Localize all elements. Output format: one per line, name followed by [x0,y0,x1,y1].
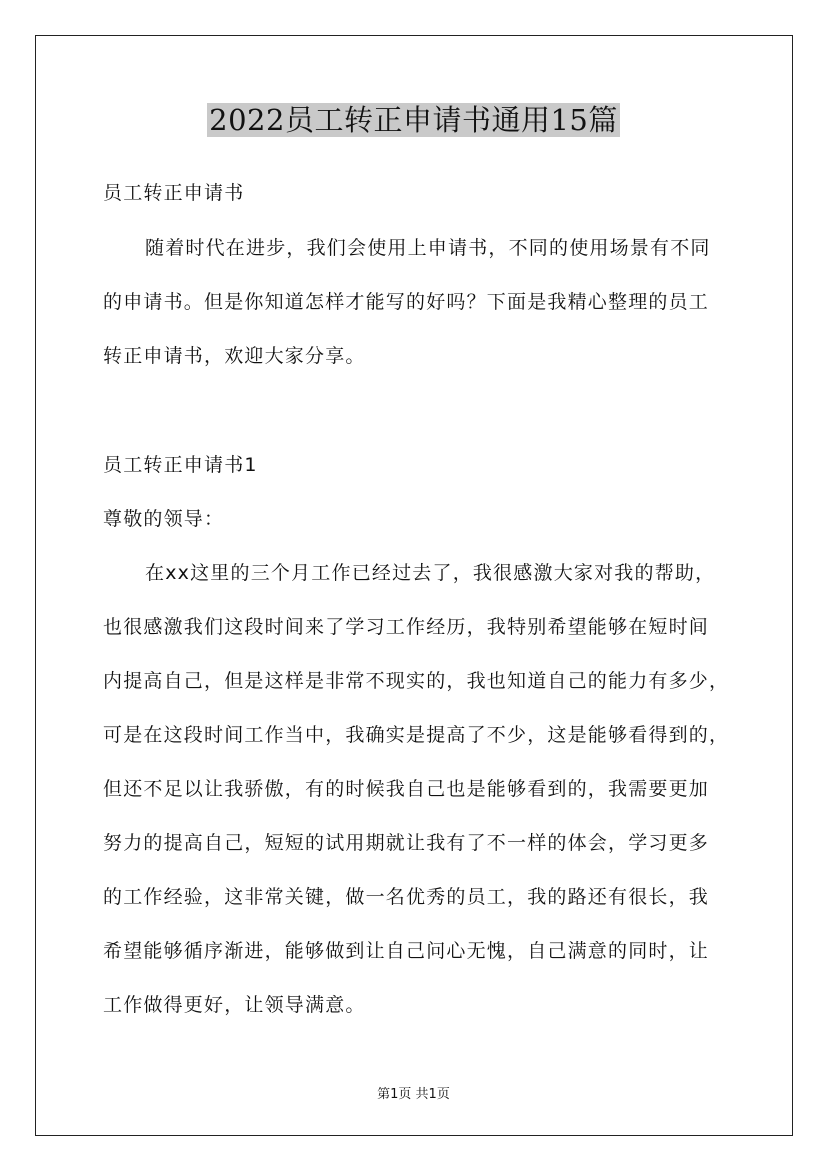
document-title-wrapper [0,98,827,142]
salutation: 尊敬的领导： [103,508,225,530]
body-line-4: 可是在这段时间工作当中，我确实是提高了不少，这是能够看得到的， [103,724,730,746]
body-line-6: 努力的提高自己，短短的试用期就让我有了不一样的体会，学习更多 [103,832,710,854]
page-footer: 第1页 共1页 [377,1087,450,1102]
section-heading: 员工转正申请书 [103,182,245,204]
body-line-5: 但还不足以让我骄傲，有的时候我自己也是能够看到的，我需要更加 [103,778,710,800]
body-line-2: 也很感激我们这段时间来了学习工作经历，我特别希望能够在短时间 [103,616,710,638]
document-title: 2022员工转正申请书通用15篇 [209,103,618,137]
intro-line-2: 的申请书。但是你知道怎样才能写的好吗？下面是我精心整理的员工 [103,291,710,313]
intro-line-1: 随着时代在进步，我们会使用上申请书，不同的使用场景有不同 [145,237,711,259]
body-line-7: 的工作经验，这非常关键，做一名优秀的员工，我的路还有很长，我 [103,886,710,908]
intro-line-3: 转正申请书，欢迎大家分享。 [103,345,366,367]
letter-heading: 员工转正申请书1 [103,454,258,476]
body-line-9: 工作做得更好，让领导满意。 [103,994,366,1016]
body-line-3: 内提高自己，但是这样是非常不现实的，我也知道自己的能力有多少， [103,670,730,692]
body-line-1: 在xx这里的三个月工作已经过去了，我很感激大家对我的帮助， [145,562,716,584]
body-line-8: 希望能够循序渐进，能够做到让自己问心无愧，自己满意的同时，让 [103,940,710,962]
